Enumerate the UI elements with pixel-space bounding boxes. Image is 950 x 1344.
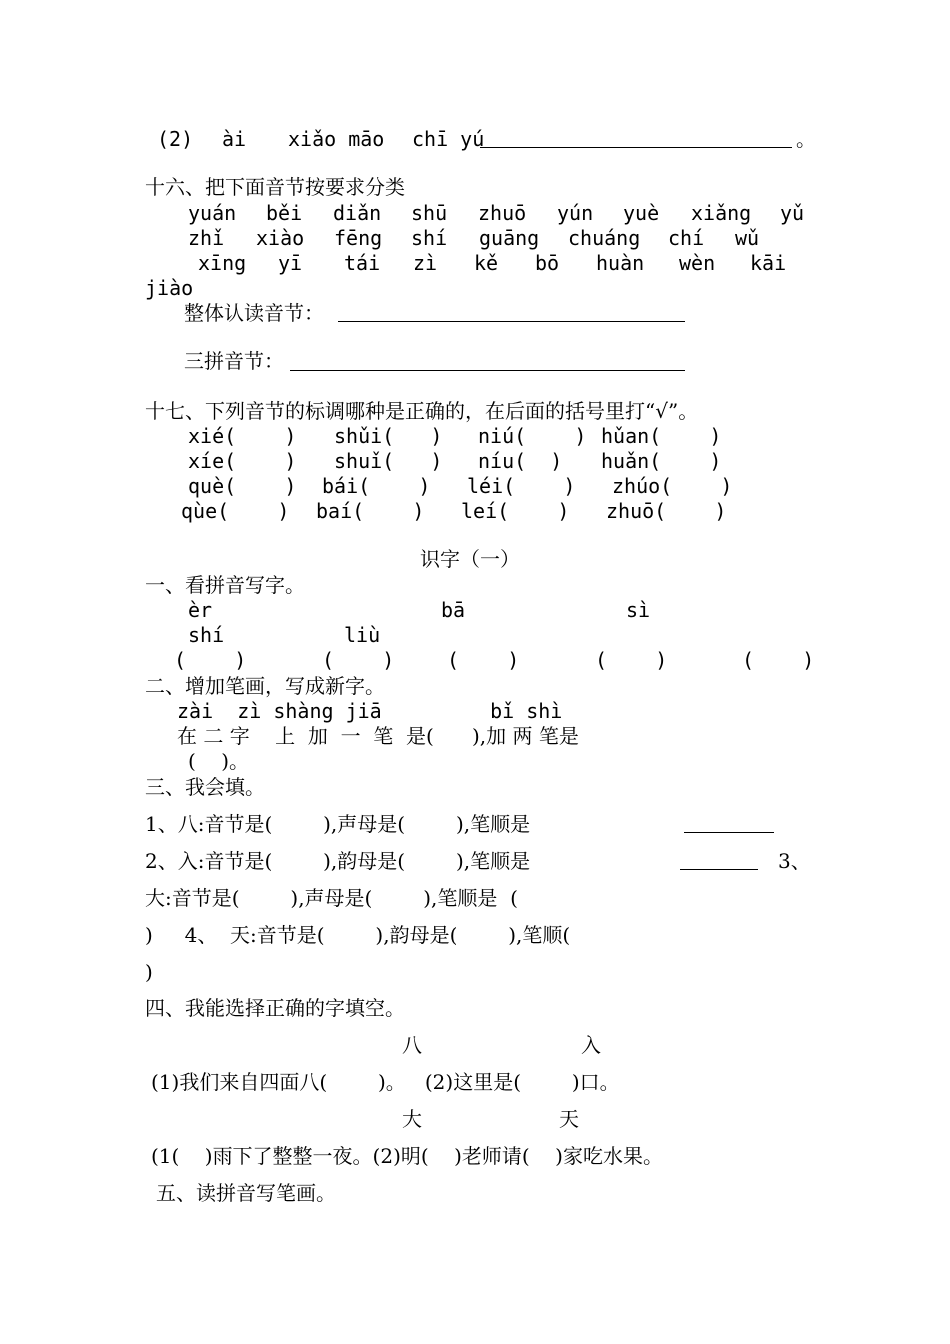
- whole-syllable-label: 整体认读音节：: [184, 301, 324, 325]
- syllable: běi: [266, 201, 303, 225]
- tone-option: qùe( ): [181, 499, 290, 523]
- fill-line-2: 2、入:音节是( ),韵母是( ),笔顺是: [145, 849, 531, 873]
- q2-pinyin: zài zì shàng jiā bǐ shì: [177, 699, 563, 723]
- pinyin-shi: shí: [188, 623, 225, 647]
- q2-sentence-end: ( )。: [188, 749, 250, 773]
- section-16-heading: 十六、把下面音节按要求分类: [145, 175, 405, 199]
- tone-option: xíe( ): [188, 449, 297, 473]
- pinyin-er: èr: [188, 598, 213, 622]
- syllable: diǎn: [333, 201, 382, 225]
- syllable: yún: [557, 201, 594, 225]
- tone-option: què( ): [188, 474, 297, 498]
- answer-line[interactable]: [480, 147, 792, 148]
- tone-option: shǔi( ): [334, 424, 443, 448]
- choice-char: 入: [581, 1033, 601, 1057]
- tone-option: léi( ): [467, 474, 576, 498]
- tone-option: níu( ): [478, 449, 563, 473]
- syllable: huàn: [596, 251, 645, 275]
- tone-option: shuǐ( ): [334, 449, 443, 473]
- tone-option: huǎn( ): [601, 449, 722, 473]
- triple-syllable-label: 三拼音节：: [184, 349, 284, 373]
- syllable: kāi: [750, 251, 787, 275]
- pinyin-xiao-mao: xiǎo māo: [288, 127, 385, 151]
- syllable: guāng: [479, 226, 540, 250]
- fill-line-4: ) 4、 天:音节是( ),韵母是( ),笔顺(: [145, 923, 571, 947]
- syllable: xiǎng: [691, 201, 752, 225]
- q5-heading: 五、读拼音写笔画。: [156, 1181, 336, 1205]
- syllable: xiào: [256, 226, 305, 250]
- choice-char: 天: [559, 1107, 579, 1131]
- pinyin-ai: ài: [222, 127, 247, 151]
- period: 。: [796, 127, 816, 151]
- syllable: shí: [411, 226, 448, 250]
- syllable: fēng: [334, 226, 383, 250]
- syllable: wèn: [679, 251, 716, 275]
- pinyin-ba: bā: [441, 598, 466, 622]
- stroke-order-line-1[interactable]: [684, 832, 774, 833]
- tone-option: xié( ): [188, 424, 297, 448]
- answer-bracket[interactable]: ( ): [174, 648, 247, 672]
- syllable: xīng: [198, 251, 247, 275]
- fill-line-3: 大:音节是( ),声母是( ),笔顺是 (: [145, 886, 518, 910]
- syllable: chuáng: [568, 226, 641, 250]
- pinyin-si: sì: [626, 598, 651, 622]
- syllable: zì: [413, 251, 438, 275]
- stroke-order-line-2[interactable]: [680, 869, 758, 870]
- pinyin-liu: liù: [344, 623, 381, 647]
- q3-heading: 三、我会填。: [145, 775, 265, 799]
- answer-bracket[interactable]: ( ): [742, 648, 815, 672]
- syllable: bō: [535, 251, 560, 275]
- answer-bracket[interactable]: ( ): [447, 648, 520, 672]
- answer-bracket[interactable]: ( ): [322, 648, 395, 672]
- syllable: kě: [474, 251, 499, 275]
- tone-option: bái( ): [322, 474, 431, 498]
- syllable: yǔ: [780, 201, 805, 225]
- answer-bracket[interactable]: ( ): [595, 648, 668, 672]
- q2-heading: 二、增加笔画，写成新字。: [145, 674, 385, 698]
- syllable: chí: [668, 226, 705, 250]
- syllable: tái: [344, 251, 381, 275]
- choice-sentence-1: (1)我们来自四面八( )。 (2)这里是( )口。: [151, 1070, 620, 1094]
- question-number: (2): [157, 127, 194, 151]
- syllable: yuè: [623, 201, 660, 225]
- choice-char: 大: [402, 1107, 422, 1131]
- tone-option: zhúo( ): [612, 474, 733, 498]
- tone-option: zhuō( ): [606, 499, 727, 523]
- pinyin-chi-yu: chī yú: [412, 127, 485, 151]
- tone-option: hǔan( ): [601, 424, 722, 448]
- q1-heading: 一、看拼音写字。: [145, 573, 305, 597]
- whole-syllable-answer-line[interactable]: [338, 321, 685, 322]
- tone-option: niú( ): [478, 424, 587, 448]
- choice-char: 八: [402, 1033, 422, 1057]
- syllable: shū: [411, 201, 448, 225]
- choice-sentence-2: (1( )雨下了整整一夜。(2)明( )老师请( )家吃水果。: [151, 1144, 663, 1168]
- syllable: yuán: [188, 201, 237, 225]
- syllable: zhuō: [478, 201, 527, 225]
- tone-option: leí( ): [461, 499, 570, 523]
- fill-line-2-number: 3、: [778, 849, 811, 873]
- fill-line-5: ): [145, 960, 153, 984]
- q2-sentence: 在 二 字 上 加 一 笔 是( ),加 两 笔是: [177, 724, 579, 748]
- page-title: 识字（一）: [420, 547, 520, 571]
- syllable: zhǐ: [188, 226, 225, 250]
- q4-heading: 四、我能选择正确的字填空。: [145, 996, 405, 1020]
- syllable: wǔ: [735, 226, 760, 250]
- syllable: jiào: [145, 276, 194, 300]
- fill-line-1: 1、八:音节是( ),声母是( ),笔顺是: [145, 812, 531, 836]
- section-17-heading: 十七、下列音节的标调哪种是正确的，在后面的括号里打“√”。: [145, 399, 699, 423]
- syllable: yī: [278, 251, 303, 275]
- triple-syllable-answer-line[interactable]: [290, 370, 685, 371]
- tone-option: baí( ): [316, 499, 425, 523]
